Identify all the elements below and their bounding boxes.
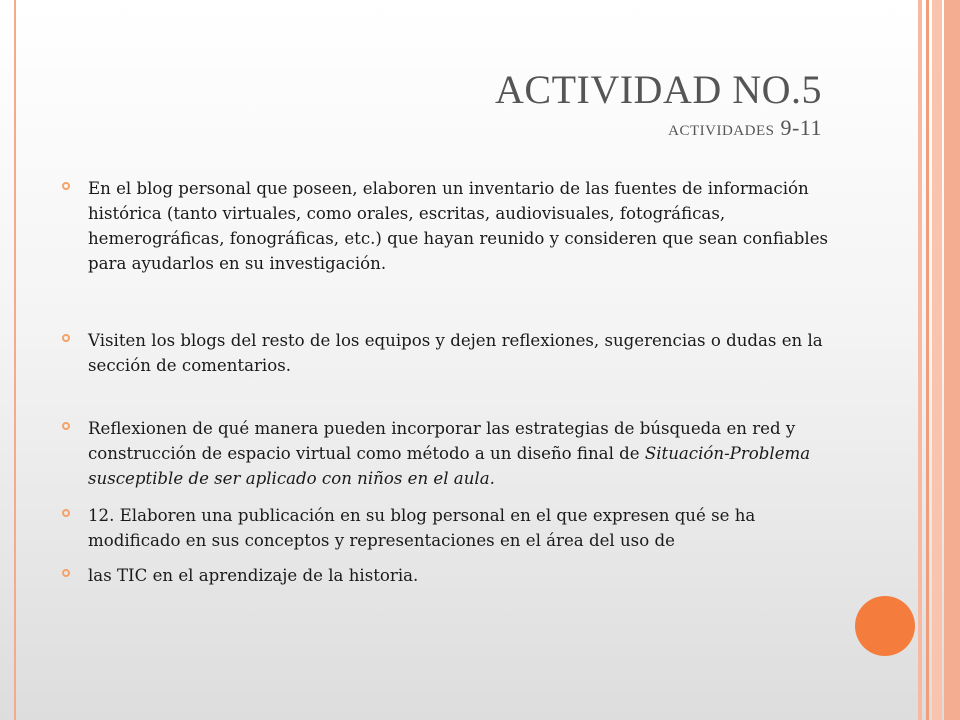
right-decorative-stripe: [932, 0, 942, 720]
list-item: [60, 328, 830, 378]
decorative-circle: [855, 596, 915, 656]
left-decorative-line: [14, 0, 16, 720]
bullet-icon: [62, 334, 70, 342]
item-text: En el blog personal que poseen, elaboren un inventario de las fuentes de información histórica (tanto virtuales, como orales, escritas, audiovisuales, fotográficas, hemerográficas, fonográficas, etc.) que hayan reunido y consideren que sean confiables para ayudarlos en su investigación.: [88, 179, 829, 273]
list-item: [60, 563, 830, 588]
item-text: Reflexionen de qué manera pueden incorporar las estrategias de búsqueda en red y construcción de espacio virtual como método a un diseño final de: [88, 419, 796, 463]
list-item: [60, 503, 830, 553]
bullet-icon: [62, 509, 70, 517]
slide-title: [495, 68, 822, 142]
right-decorative-stripe: [926, 0, 929, 720]
list-item: [60, 416, 830, 491]
item-text: Visiten los blogs del resto de los equipos y dejen reflexiones, sugerencias o dudas en la sección de comentarios.: [88, 331, 823, 375]
right-decorative-stripe: [918, 0, 922, 720]
bullet-icon: [62, 569, 70, 577]
bullet-list: [60, 176, 830, 588]
item-text-italic: Situación-Problema susceptible de ser aplicado con niños en el aula.: [88, 444, 811, 488]
item-text: 12. Elaboren una publicación en su blog personal en el que expresen qué se ha modificado en sus conceptos y representaciones en el área del uso de: [88, 506, 756, 550]
list-item: [60, 176, 830, 276]
bullet-icon: [62, 182, 70, 190]
right-decorative-stripe: [944, 0, 960, 720]
bullet-icon: [62, 422, 70, 430]
title-subtitle: actividades 9-11: [668, 115, 822, 140]
title-main: ACTIVIDAD NO.5: [495, 67, 822, 112]
item-text: las TIC en el aprendizaje de la historia.: [88, 566, 419, 585]
